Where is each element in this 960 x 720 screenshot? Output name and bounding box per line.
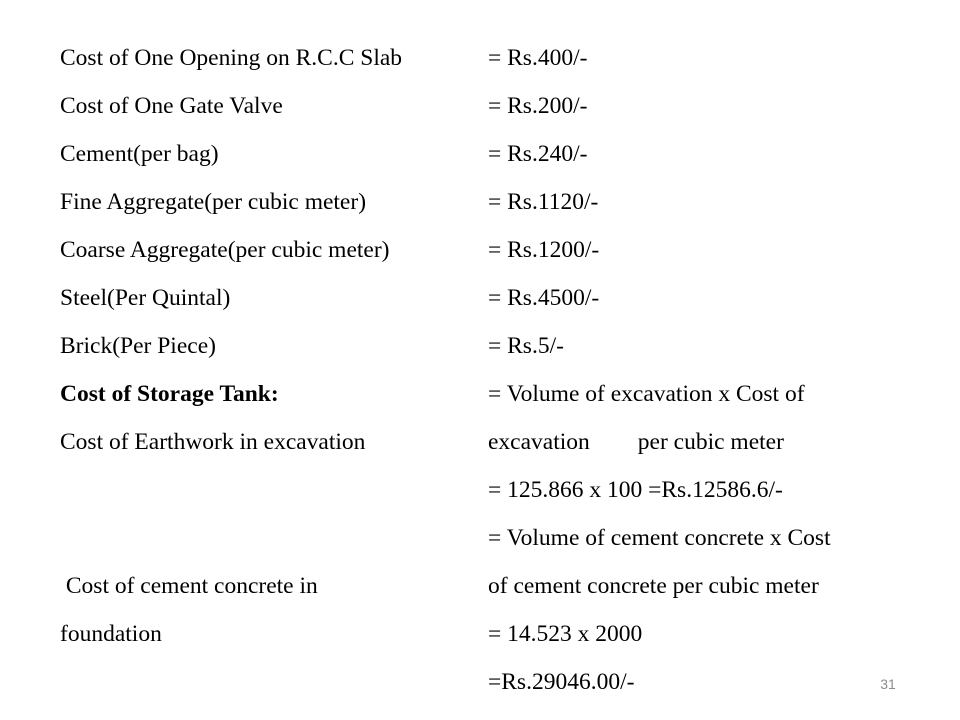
rate-value-fine-aggregate: = Rs.1120/- — [488, 189, 599, 215]
concrete-formula-line3: = 14.523 x 2000 — [488, 621, 643, 647]
concrete-result: =Rs.29046.00/- — [488, 669, 635, 695]
rate-value-steel: = Rs.4500/- — [488, 285, 600, 311]
concrete-label-line2: foundation — [60, 621, 162, 647]
rate-value-rcc-slab-opening: = Rs.400/- — [488, 45, 588, 71]
rate-label-brick: Brick(Per Piece) — [60, 333, 216, 359]
rate-value-cement: = Rs.240/- — [488, 141, 588, 167]
concrete-label-line1: Cost of cement concrete in — [60, 573, 318, 599]
earthwork-formula-line2 — [488, 428, 784, 456]
rate-value-brick: = Rs.5/- — [488, 333, 564, 359]
earthwork-formula-line2a: excavation — [488, 429, 590, 455]
rate-label-cement: Cement(per bag) — [60, 141, 219, 167]
rate-value-coarse-aggregate: = Rs.1200/- — [488, 237, 600, 263]
earthwork-formula-line1: = Volume of excavation x Cost of — [488, 381, 805, 407]
rate-value-gate-valve: = Rs.200/- — [488, 93, 588, 119]
rate-label-fine-aggregate: Fine Aggregate(per cubic meter) — [60, 189, 367, 215]
earthwork-label: Cost of Earthwork in excavation — [60, 429, 366, 455]
rate-label-steel: Steel(Per Quintal) — [60, 285, 231, 311]
concrete-formula-line1: = Volume of cement concrete x Cost — [488, 525, 831, 551]
concrete-formula-line2: of cement concrete per cubic meter — [488, 573, 819, 599]
rate-label-coarse-aggregate: Coarse Aggregate(per cubic meter) — [60, 237, 390, 263]
rate-label-gate-valve: Cost of One Gate Valve — [60, 93, 283, 119]
rate-label-rcc-slab-opening: Cost of One Opening on R.C.C Slab — [60, 45, 403, 71]
page-number: 31 — [880, 676, 896, 692]
earthwork-formula-line2b: per cubic meter — [637, 429, 784, 455]
earthwork-result: = 125.866 x 100 =Rs.12586.6/- — [488, 477, 783, 503]
storage-tank-heading: Cost of Storage Tank: — [60, 381, 279, 407]
